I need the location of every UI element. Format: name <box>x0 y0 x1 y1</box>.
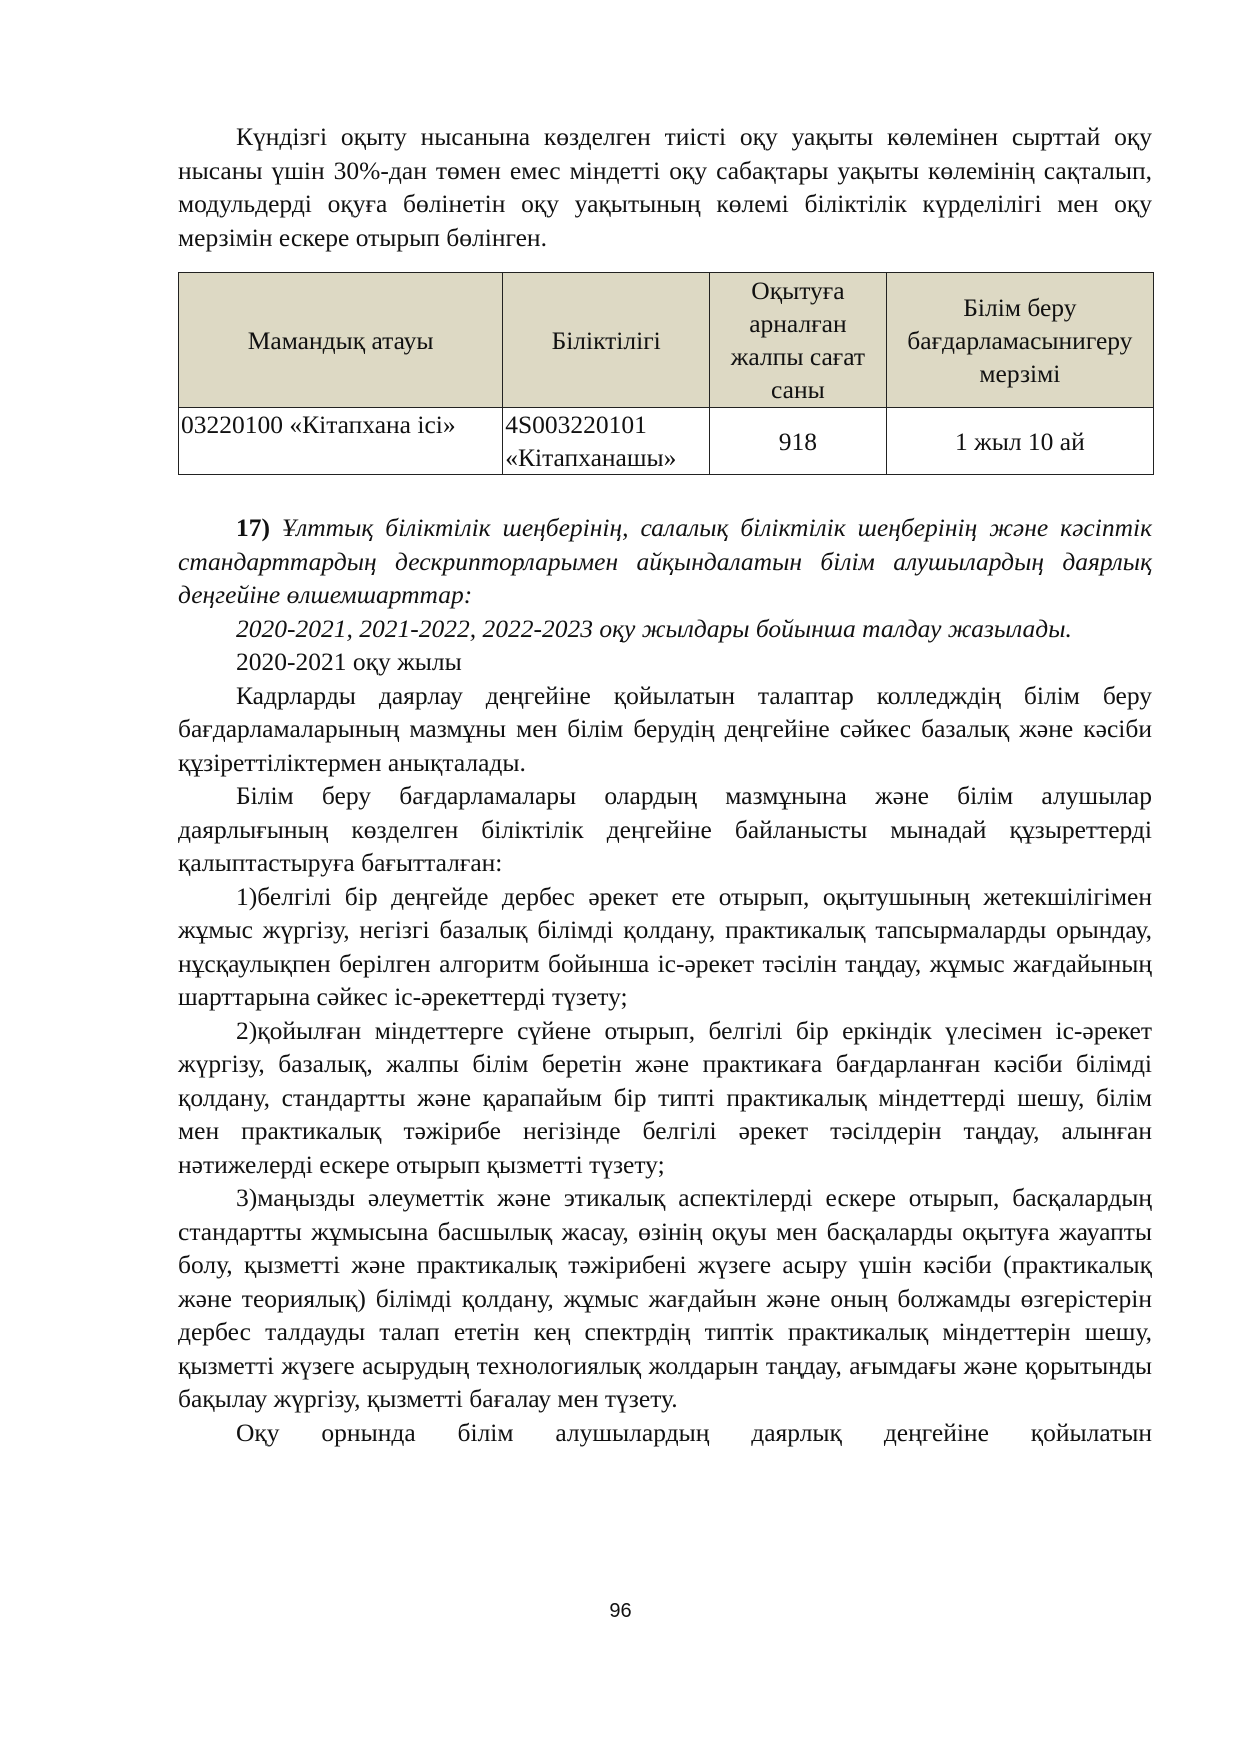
list-item: 3)маңызды әлеуметтік және этикалық аспектілерді ескере отырып, басқалардың стандартты жұмысына басшылық жасау, өзінің оқуы мен басқаларды оқытуға жауапты болу, қызметті және практикалық тәжірибені жүзеге асыру үшін кәсіби (практикалық және теориялық) білімді қолдану, жұмыс жағдайын және оның болжамды өзгерістерін дербес талдауды талап ететін кең спектрдің типтік практикалық міндеттерін шешу, қызметті жүзеге асырудың технологиялық жолдарын таңдау, ағымдағы және қорытынды бақылау жүргізу, қызметті бағалау мен түзету. <box>178 1183 1152 1413</box>
page-number: 96 <box>609 1600 632 1622</box>
section-17-title: Ұлттық біліктілік шеңберінің, салалық біліктілік шеңберінің және кәсіптік стандарттардың дескрипторларымен айқындалатын білім алушылардың даярлық деңгейіне өлшемшарттар: <box>178 513 1153 609</box>
intro-paragraph: Күндізгі оқыту нысанына көзделген тиісті оқу уақыты көлемінен сырттай оқу нысаны үшін 30%-дан төмен емес міндетті оқу сабақтары уақыты көлемінің сақталып, модульдерді оқуға бөлінетін оқу уақытының көлемі біліктілік күрделілігі мен оқу мерзімін ескере отырып бөлінген. <box>178 122 1152 252</box>
section-17-number: 17) <box>236 513 270 542</box>
table-header-row <box>179 273 1154 408</box>
cell-qualification: 4S003220101 «Кітапханашы» <box>503 408 710 475</box>
header-specialty-name: Мамандық атауы <box>179 273 503 408</box>
section-17-note: 2020-2021, 2021-2022, 2022-2023 оқу жылдары бойынша талдау жазылады. <box>236 613 1072 643</box>
body-paragraph-continued: Оқу орнында білім алушылардың даярлық деңгейіне қойылатын <box>236 1417 1152 1447</box>
document-page <box>178 120 1152 1449</box>
header-program-duration: Білім беру бағдарламасынигеру мерзімі <box>886 273 1153 408</box>
cell-total-hours: 918 <box>710 408 887 475</box>
table-row <box>179 408 1154 475</box>
specialty-table <box>178 272 1154 475</box>
list-item: 2)қойылған міндеттерге сүйене отырып, белгілі бір еркіндік үлесімен іс-әрекет жүргізу, базалық, жалпы білім беретін және практикаға бағдарланған кәсіби білімді қолдану, стандартты және қарапайым бір типті практикалық міндеттерді шешу, білім мен практикалық тәжірибе негізінде белгілі әрекет тәсілдерін таңдау, алынған нәтижелерді ескере отырып қызметті түзету; <box>178 1015 1152 1179</box>
cell-specialty-name: 03220100 «Кітапхана ісі» <box>179 408 503 475</box>
list-item: 1)белгілі бір деңгейде дербес әрекет ете отырып, оқытушының жетекшілігімен жұмыс жүргізу, негізгі базалық білімді қолдану, практикалық тапсырмаларды орындау, нұсқаулықпен берілген алгоритм бойынша іс-әрекет тәсілін таңдау, жұмыс жағдайының шарттарына сәйкес іс-әрекеттерді түзету; <box>178 881 1152 1011</box>
header-qualification: Біліктілігі <box>503 273 710 408</box>
cell-program-duration: 1 жыл 10 ай <box>886 408 1153 475</box>
year-heading: 2020-2021 оқу жылы <box>236 647 462 676</box>
header-total-hours: Оқытуға арналған жалпы сағат саны <box>710 273 887 408</box>
body-paragraph: Білім беру бағдарламалары олардың мазмұнына және білім алушылар даярлығының көзделген біліктілік деңгейіне байланысты мынадай құзыреттерді қалыптастыруға бағытталған: <box>178 781 1152 877</box>
section-17-heading <box>178 511 1152 612</box>
body-paragraph: Кадрларды даярлау деңгейіне қойылатын талаптар колледждің білім беру бағдарламаларының мазмұны мен білім берудің деңгейіне сәйкес базалық және кәсіби құзіреттіліктермен анықталады. <box>178 680 1152 777</box>
